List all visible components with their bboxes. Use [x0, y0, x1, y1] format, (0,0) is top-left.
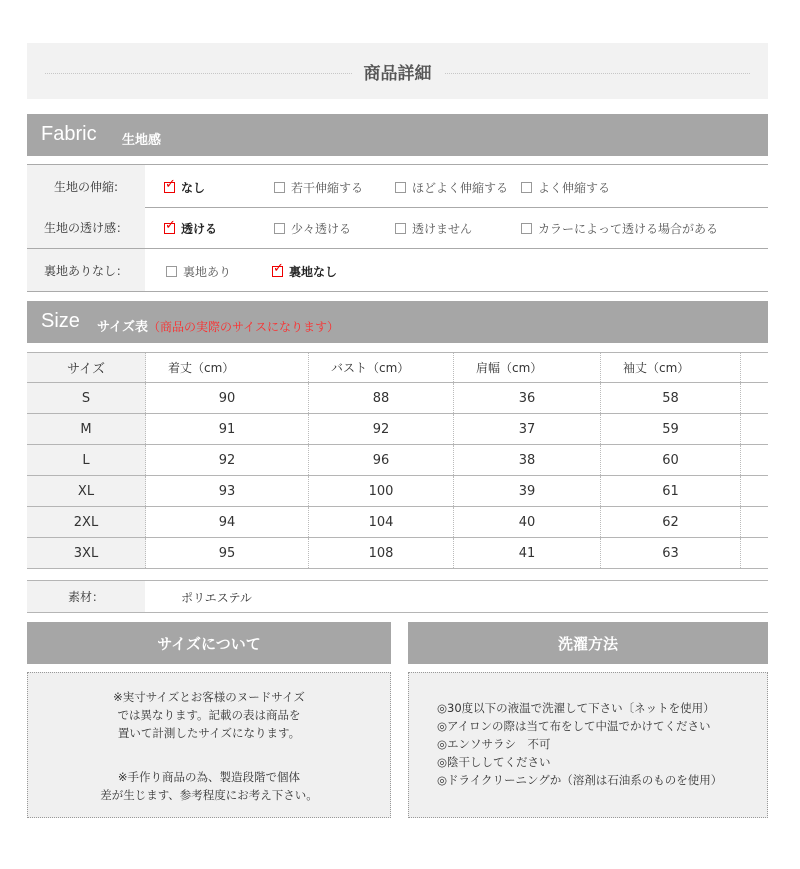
table-row — [27, 383, 768, 414]
table-cell — [741, 414, 769, 445]
checkbox-icon — [274, 182, 285, 193]
table-cell: 39 — [454, 476, 601, 507]
table-cell: 88 — [309, 383, 454, 414]
option-lining-no: ✓ 裏地なし — [272, 263, 337, 280]
table-row — [27, 414, 768, 445]
table-cell: 63 — [601, 538, 741, 569]
size-heading-en: Size — [41, 310, 80, 332]
table-header-row — [27, 353, 768, 383]
option-slightly-transparent: 少々透ける — [274, 220, 351, 237]
table-row — [27, 445, 768, 476]
size-heading-ja: サイズ表（商品の実際のサイスになります） — [97, 320, 340, 335]
checkbox-icon — [395, 223, 406, 234]
option-stretch-moderate: ほどよく伸縮する — [395, 179, 508, 196]
table-header-cell: サイズ — [27, 353, 146, 383]
table-cell: 58 — [601, 383, 741, 414]
table-header-cell — [741, 353, 769, 383]
table-cell: 100 — [309, 476, 454, 507]
checkbox-checked-icon — [164, 223, 175, 234]
size-label-cell: XL — [27, 476, 146, 507]
washing-heading: 洗濯方法 — [408, 622, 768, 664]
table-cell: 59 — [601, 414, 741, 445]
checkbox-icon — [521, 223, 532, 234]
table-cell: 62 — [601, 507, 741, 538]
checkbox-icon — [521, 182, 532, 193]
table-cell: 40 — [454, 507, 601, 538]
fabric-row-transparency — [27, 207, 768, 249]
checkbox-icon — [395, 182, 406, 193]
fabric-row-lining — [27, 249, 768, 292]
table-header-cell: 着丈（cm） — [146, 353, 309, 383]
table-cell: 104 — [309, 507, 454, 538]
option-color-dependent: カラーによって透ける場合がある — [521, 220, 718, 237]
washing-instructions — [437, 699, 722, 789]
option-stretch-slight: 若干伸縮する — [274, 179, 363, 196]
table-cell — [741, 476, 769, 507]
washing-line: ◎エンソサラシ 不可 — [437, 737, 551, 751]
fabric-row-label: 生地の透け感： — [27, 207, 145, 248]
checkbox-checked-icon — [272, 266, 283, 277]
table-cell: 36 — [454, 383, 601, 414]
option-transparent: ✓ 透ける — [164, 220, 217, 237]
checkbox-icon — [274, 223, 285, 234]
size-about-heading: サイズについて — [27, 622, 391, 664]
table-cell — [741, 445, 769, 476]
size-label-cell: L — [27, 445, 146, 476]
table-header-cell: バスト（cm） — [309, 353, 454, 383]
table-cell: 92 — [146, 445, 309, 476]
table-header-cell: 袖丈（cm） — [601, 353, 741, 383]
washing-line: ◎陰干ししてください — [437, 755, 551, 769]
table-cell — [741, 507, 769, 538]
size-label-cell: S — [27, 383, 146, 414]
material-row — [27, 580, 768, 613]
table-cell: 38 — [454, 445, 601, 476]
table-cell: 95 — [146, 538, 309, 569]
washing-line: ◎アイロンの際は当て布をして中温でかけてください — [437, 719, 711, 733]
size-section-header — [27, 301, 768, 343]
table-cell: 92 — [309, 414, 454, 445]
fabric-heading-ja: 生地感 — [122, 133, 162, 148]
table-cell: 90 — [146, 383, 309, 414]
table-cell: 61 — [601, 476, 741, 507]
washing-line: ◎ドライクリーニングか（溶剤は石油系のものを使用） — [437, 773, 723, 787]
fabric-section-header — [27, 114, 768, 156]
option-lining-yes: 裏地あり — [166, 263, 231, 280]
table-row — [27, 507, 768, 538]
table-cell: 93 — [146, 476, 309, 507]
size-label-cell: M — [27, 414, 146, 445]
page-title-banner — [27, 43, 768, 99]
table-cell — [741, 538, 769, 569]
size-about-box — [27, 672, 391, 818]
table-cell: 96 — [309, 445, 454, 476]
table-cell: 94 — [146, 507, 309, 538]
checkbox-checked-icon — [164, 182, 175, 193]
size-label-cell: 2XL — [27, 507, 146, 538]
page-title: 商品詳細 — [352, 64, 444, 84]
washing-box — [408, 672, 768, 818]
fabric-row-stretch — [27, 164, 768, 208]
washing-line: ◎30度以下の液温で洗濯して下さい〔ネットを使用） — [437, 701, 715, 715]
option-stretch-none: ✓ なし — [164, 179, 205, 196]
material-value: ポリエステル — [181, 591, 252, 605]
table-cell: 37 — [454, 414, 601, 445]
checkbox-icon — [166, 266, 177, 277]
size-note-2: ※手作り商品の為、製造段階で個体 差が生じます、参考程度にお考え下さい。 — [100, 770, 318, 802]
material-label: 素材： — [27, 581, 145, 612]
table-cell: 108 — [309, 538, 454, 569]
size-table — [27, 352, 768, 569]
table-row — [27, 538, 768, 569]
option-stretch-high: よく伸縮する — [521, 179, 610, 196]
fabric-row-label: 生地の伸縮: — [27, 165, 145, 207]
size-note-1: ※実寸サイズとお客様のヌードサイズ では異なります。記載の表は商品を 置いて計測したサイズになります。 — [113, 690, 305, 740]
fabric-heading-en: Fabric — [41, 123, 97, 145]
table-cell: 41 — [454, 538, 601, 569]
table-cell — [741, 383, 769, 414]
table-row — [27, 476, 768, 507]
table-cell: 60 — [601, 445, 741, 476]
fabric-row-label: 裏地ありなし： — [27, 249, 145, 291]
table-header-cell: 肩幅（cm） — [454, 353, 601, 383]
option-not-transparent: 透けません — [395, 220, 472, 237]
size-label-cell: 3XL — [27, 538, 146, 569]
table-cell: 91 — [146, 414, 309, 445]
size-note: （商品の実際のサイスになります） — [147, 320, 340, 334]
